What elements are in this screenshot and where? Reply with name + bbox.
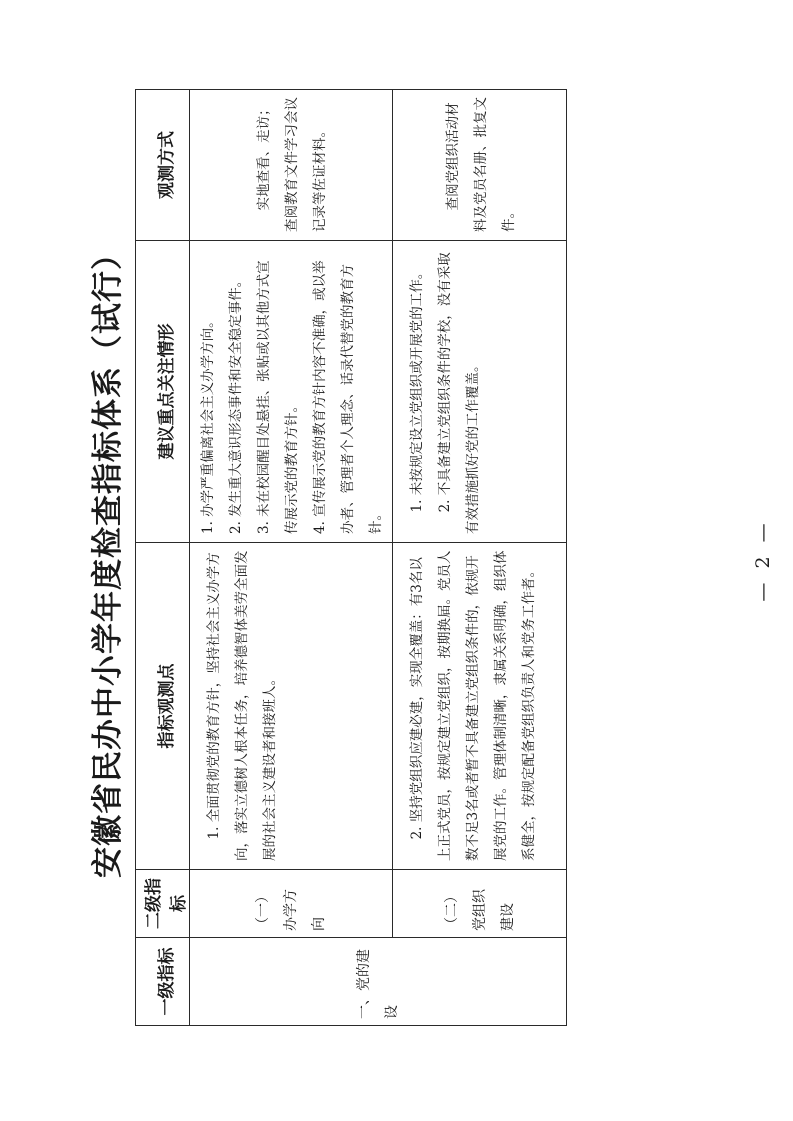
table-row	[190, 90, 393, 1026]
page-number: — 2 —	[752, 519, 774, 602]
method-text: 实地查看、走访；查阅教育文件学习会议记录等佐证材料。	[256, 97, 328, 232]
table-row	[393, 90, 567, 1026]
level1-label: 一、党的建设	[356, 949, 400, 1019]
concerns-cell	[393, 241, 567, 543]
concerns-cell	[190, 241, 393, 543]
method-text: 查阅党组织活动材料及党员名册、批复文件。	[444, 97, 517, 232]
indicator-table	[135, 89, 567, 1026]
method-cell	[190, 90, 393, 241]
header-level1: 一级指标	[136, 938, 190, 1026]
concern-item: 2. 不具备建立党组织条件的学校，没有采取有效措施抓好党的工作覆盖。	[437, 252, 481, 534]
observation-cell	[393, 543, 567, 870]
level2-cell	[393, 870, 567, 938]
concern-item: 4. 宣传展示党的教育方针内容不准确，或以举办者、管理者个人理念、话录代替党的教育方针。	[312, 260, 384, 534]
observation-text: 2. 坚持党组织应建必建，实现全覆盖：有3名以上正式党员，按规定建立党组织，按期换届。党员人数不足3名或者暂不具备建立党组织条件的，依规开展党的工作。管理体制清晰，隶属关系明确，组织体系健全，按规定配备党组织负责人和党务工作者。	[409, 550, 537, 861]
header-level2: 二级指标	[136, 870, 190, 938]
level1-cell	[190, 938, 567, 1026]
header-method: 观测方式	[136, 90, 190, 241]
observation-text: 1. 全面贯彻党的教育方针，坚持社会主义办学方向，落实立德树人根本任务，培养德智体美劳全面发展的社会主义建设者和接班人。	[206, 550, 278, 861]
concern-item: 3. 未在校园醒目处悬挂、张贴或以其他方式宣传展示党的教育方针。	[256, 260, 300, 534]
concern-item: 2. 发生重大意识形态事件和安全稳定事件。	[228, 273, 244, 534]
header-observation: 指标观测点	[136, 543, 190, 870]
document-title: 安徽省民办中小学年度检查指标体系（试行）	[90, 238, 126, 878]
concern-item: 1. 办学严重偏离社会主义办学方向。	[200, 314, 216, 534]
level2-cell	[190, 870, 393, 938]
concern-item: 1. 未按规定设立党组织或开展党的工作。	[409, 265, 425, 513]
header-concerns: 建议重点关注情形	[136, 241, 190, 543]
level2-label: （一）办学方向	[255, 889, 327, 931]
level2-label: （二）党组织建设	[443, 889, 516, 931]
table-header-row	[136, 90, 190, 1026]
method-cell	[393, 90, 567, 241]
observation-cell	[190, 543, 393, 870]
